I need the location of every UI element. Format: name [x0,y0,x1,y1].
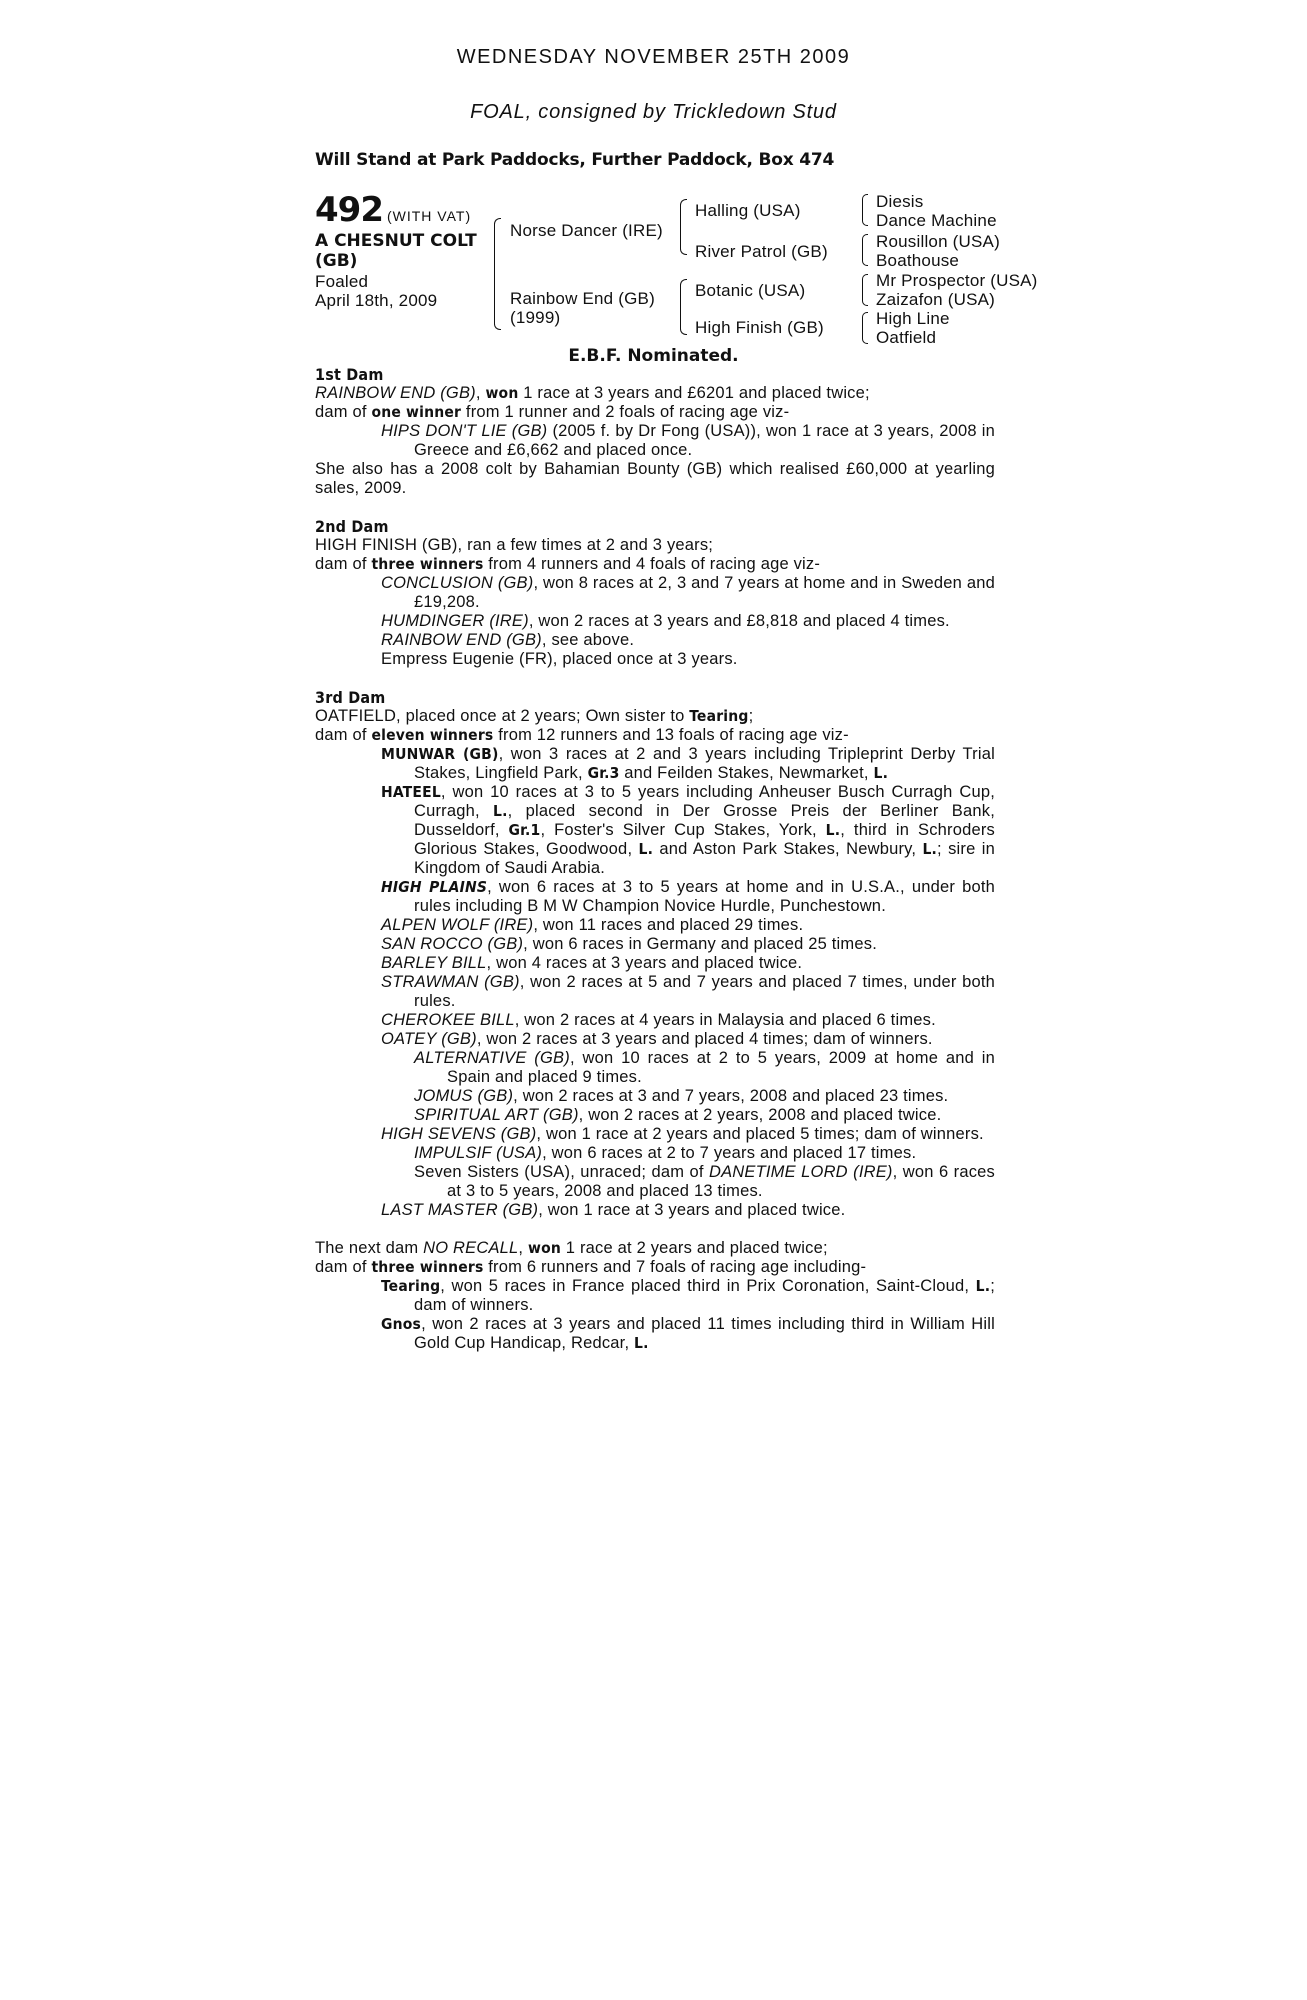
pedigree-brace-g3-1 [862,194,868,226]
pedigree-g3-6: Zaizafon (USA) [876,290,996,309]
third-dam-produce-high-sevens: HIGH SEVENS (GB), won 1 race at 2 years and placed 5 times; dam of winners. [381,1125,984,1143]
second-dam-heading: 2nd Dam [315,517,389,536]
third-dam-produce-strawman: STRAWMAN (GB), won 2 races at 5 and 7 years and placed 7 times, under both rules. [381,973,995,1010]
pedigree-sire: Norse Dancer (IRE) [510,221,663,240]
third-dam-line2: dam of eleven winners from 12 runners and 13 foals of racing age viz- [315,726,849,744]
pedigree-brace-g3-3 [862,274,868,306]
foaled-info [315,272,437,310]
pedigree-g2-1: Halling (USA) [695,201,801,220]
foaled-label: Foaled [315,272,369,291]
pedigree-g2-2: River Patrol (GB) [695,242,828,261]
pedigree-g3-3: Rousillon (USA) [876,232,1000,251]
lot-heading [315,190,471,230]
third-dam-produce-hateel: HATEEL, won 10 races at 3 to 5 years including Anheuser Busch Curragh Cup, Curragh, L., placed second in Der Grosse Preis der Berliner Bank, Dusseldorf, Gr.1, Foster's Silver Cup Stakes, York, L., third in Schroders Glorious Stakes, Goodwood, L. and Aston Park Stakes, Newbury, L.; sire in Kingdom of Saudi Arabia. [381,783,996,877]
consignment-line: FOAL, consigned by Trickledown Stud [470,101,837,123]
oatey-produce-spiritual-art: SPIRITUAL ART (GB), won 2 races at 2 years, 2008 and placed twice. [414,1106,942,1124]
pedigree-brace-main [494,218,501,330]
pedigree-g3-2: Dance Machine [876,211,997,230]
pedigree-brace-g3-4 [862,312,868,344]
first-dam-heading: 1st Dam [315,365,384,384]
high-sevens-produce-seven-sisters: Seven Sisters (USA), unraced; dam of DANETIME LORD (IRE), won 6 races at 3 to 5 years, 2008 and placed 13 times. [414,1163,995,1200]
first-dam-note: She also has a 2008 colt by Bahamian Bounty (GB) which realised £60,000 at yearling sales, 2009. [315,460,995,497]
first-dam-line2: dam of one winner from 1 runner and 2 foals of racing age viz- [315,403,790,421]
pedigree-g3-7: High Line [876,309,950,328]
first-dam-line1: RAINBOW END (GB), won 1 race at 3 years and £6201 and placed twice; [315,384,870,402]
lot-number: 492 [315,190,383,230]
vat-note: (WITH VAT) [386,208,472,224]
pedigree-g3-4: Boathouse [876,251,960,270]
sale-date: WEDNESDAY NOVEMBER 25TH 2009 [456,46,851,68]
second-dam-line2: dam of three winners from 4 runners and 4 foals of racing age viz- [315,555,821,573]
third-dam-produce-munwar: MUNWAR (GB), won 3 races at 2 and 3 years including Tripleprint Derby Trial Stakes, Lingfield Park, Gr.3 and Feilden Stakes, Newmarket, L. [381,745,995,782]
second-dam-produce-1: CONCLUSION (GB), won 8 races at 2, 3 and 7 years at home and in Sweden and £19,208. [381,574,995,611]
next-dam-line1: The next dam NO RECALL, won 1 race at 2 years and placed twice; [315,1239,828,1257]
third-dam-heading: 3rd Dam [315,688,386,707]
pedigree-g3-8: Oatfield [876,328,937,347]
stand-location: Will Stand at Park Paddocks, Further Paddock, Box 474 [315,150,835,170]
pedigree-g3-5: Mr Prospector (USA) [876,271,1038,290]
first-dam-produce-1: HIPS DON'T LIE (GB) (2005 f. by Dr Fong (USA)), won 1 race at 3 years, 2008 in Greece and £6,662 and placed once. [381,422,995,459]
pedigree-brace-sire [680,199,687,255]
second-dam-line1: HIGH FINISH (GB), ran a few times at 2 and 3 years; [315,536,714,554]
second-dam-produce-4: Empress Eugenie (FR), placed once at 3 years. [381,650,738,668]
third-dam-produce-high-plains: HIGH PLAINS, won 6 races at 3 to 5 years at home and in U.S.A., under both rules including B M W Champion Novice Hurdle, Punchestown. [381,878,995,915]
third-dam-line1: OATFIELD, placed once at 2 years; Own sister to Tearing; [315,707,754,725]
pedigree-g2-3: Botanic (USA) [695,281,806,300]
oatey-produce-jomus: JOMUS (GB), won 2 races at 3 and 7 years, 2008 and placed 23 times. [414,1087,949,1105]
third-dam-produce-oatey: OATEY (GB), won 2 races at 3 years and placed 4 times; dam of winners. [381,1030,933,1048]
next-dam-line2: dam of three winners from 6 runners and 7 foals of racing age including- [315,1258,867,1276]
third-dam-produce-cherokee-bill: CHEROKEE BILL, won 2 races at 4 years in Malaysia and placed 6 times. [381,1011,936,1029]
third-dam-produce-last-master: LAST MASTER (GB), won 1 race at 3 years and placed twice. [381,1201,846,1219]
lot-title-line2: (GB) [315,251,358,271]
pedigree-brace-g3-2 [862,234,868,266]
second-dam-produce-2: HUMDINGER (IRE), won 2 races at 3 years and £8,818 and placed 4 times. [381,612,950,630]
third-dam-produce-barley-bill: BARLEY BILL, won 4 races at 3 years and placed twice. [381,954,803,972]
pedigree-dam-year: (1999) [510,308,561,327]
next-dam-produce-tearing: Tearing, won 5 races in France placed third in Prix Coronation, Saint-Cloud, L.; dam of winners. [381,1277,995,1314]
pedigree-brace-dam [680,279,687,335]
third-dam-produce-alpen-wolf: ALPEN WOLF (IRE), won 11 races and placed 29 times. [381,916,804,934]
next-dam-produce-gnos: Gnos, won 2 races at 3 years and placed 11 times including third in William Hill Gold Cup Handicap, Redcar, L. [381,1315,995,1352]
high-sevens-produce-impulsif: IMPULSIF (USA), won 6 races at 2 to 7 years and placed 17 times. [414,1144,917,1162]
lot-title-line1: A CHESNUT COLT [315,231,477,251]
produce-record [315,365,995,1353]
pedigree-dam [510,289,655,327]
third-dam-produce-san-rocco: SAN ROCCO (GB), won 6 races in Germany and placed 25 times. [381,935,877,953]
foaled-date: April 18th, 2009 [315,291,438,310]
pedigree-g2-4: High Finish (GB) [695,318,824,337]
pedigree-g3-1: Diesis [876,192,924,211]
oatey-produce-alternative: ALTERNATIVE (GB), won 10 races at 2 to 5 years, 2009 at home and in Spain and placed 9 times. [414,1049,995,1086]
lot-title [315,231,477,271]
pedigree-dam-name: Rainbow End (GB) [510,289,655,308]
ebf-nominated: E.B.F. Nominated. [568,346,739,366]
second-dam-produce-3: RAINBOW END (GB), see above. [381,631,635,649]
